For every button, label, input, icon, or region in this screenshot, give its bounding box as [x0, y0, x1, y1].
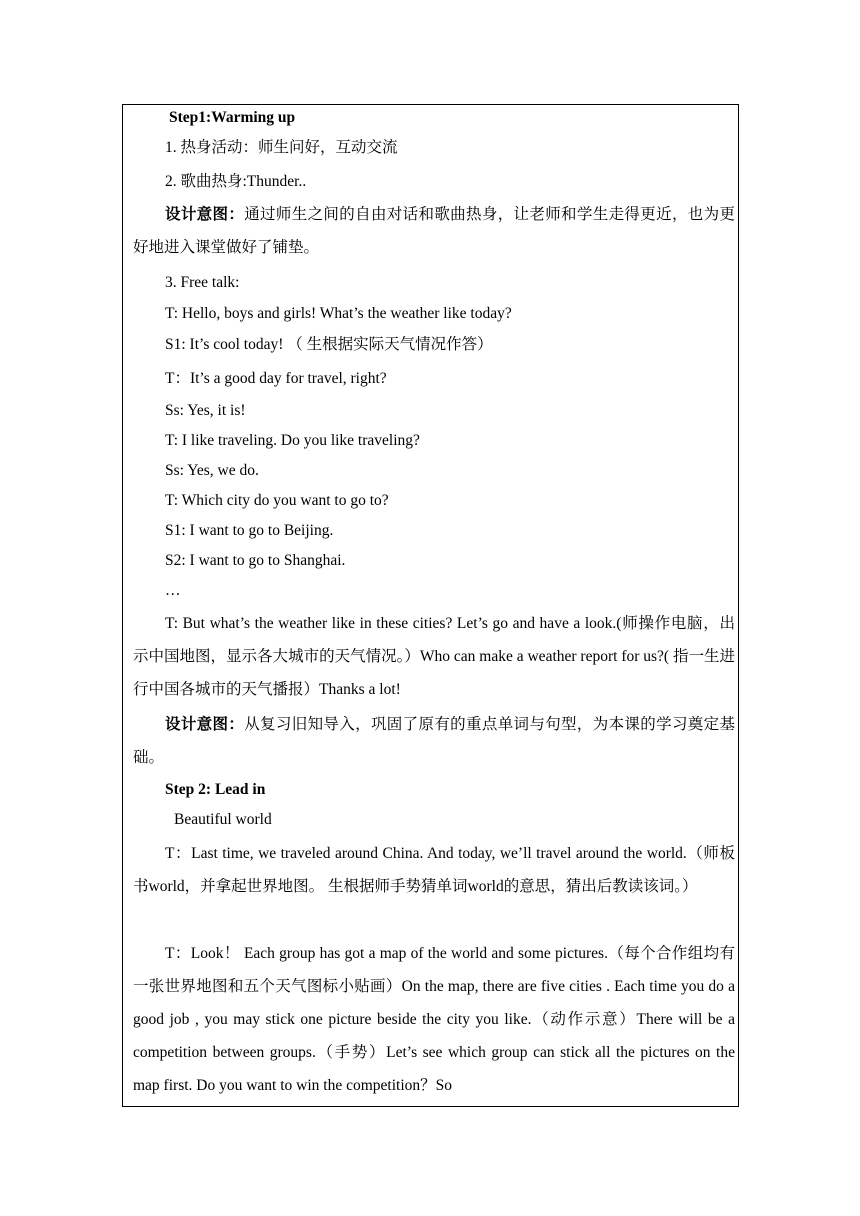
dialogue-line: T: Which city do you want to go to?: [165, 492, 389, 509]
design-intent-2-label: 设计意图：: [165, 716, 245, 733]
lead-in-subheading: Beautiful world: [174, 811, 272, 828]
dialogue-line: T：It’s a good day for travel, right?: [165, 370, 387, 387]
warmup-item-3: 3. Free talk:: [165, 274, 240, 291]
step2-heading: Step 2: Lead in: [165, 781, 266, 798]
design-intent-1: [133, 198, 735, 264]
lesson-table-cell: [122, 104, 739, 1107]
design-intent-2-text: 从复习旧知导入，巩固了原有的重点单词与句型，为本课的学习奠定基础。: [133, 716, 735, 766]
design-intent-2: [133, 708, 735, 774]
dialogue-line: Ss: Yes, it is!: [165, 402, 246, 419]
dialogue-line: S2: I want to go to Shanghai.: [165, 552, 346, 569]
design-intent-1-text: 通过师生之间的自由对话和歌曲热身，让老师和学生走得更近，也为更好地进入课堂做好了铺垫。: [133, 206, 735, 256]
dialogue-line: …: [165, 582, 181, 599]
warmup-item-1: 1. 热身活动：师生问好，互动交流: [165, 139, 398, 156]
lead-in-paragraph-1: T：Last time, we traveled around China. And today, we’ll travel around the world.（师板书world，并拿起世界地图。 生根据师手势猜单词world的意思，猜出后教读该词。）: [133, 845, 735, 895]
warmup-item-2: 2. 歌曲热身:Thunder..: [165, 173, 307, 190]
step1-heading: Step1:Warming up: [169, 109, 296, 126]
dialogue-line: T: I like traveling. Do you like traveling?: [165, 432, 420, 449]
dialogue-line: S1: It’s cool today! （ 生根据实际天气情况作答）: [165, 336, 493, 353]
dialogue-line: T: Hello, boys and girls! What’s the weather like today?: [165, 305, 512, 322]
weather-report-paragraph: T: But what’s the weather like in these cities? Let’s go and have a look.(师操作电脑，出示中国地图，显示各大城市的天气情况。）Who can make a weather report for us?( 指一生进行中国各城市的天气播报）Thanks a lot!: [133, 615, 735, 698]
lead-in-paragraph-2: T：Look！ Each group has got a map of the world and some pictures.（每个合作组均有一张世界地图和五个天气图标小贴画）On the map, there are five cities . Each time you do a good job , you may stick one picture beside the city you like.（动作示意）There will be a competition between groups.（手势）Let’s see which group can stick all the pictures on the map first. Do you want to win the competition？So: [133, 945, 735, 1094]
design-intent-1-label: 设计意图：: [165, 206, 245, 223]
dialogue-line: S1: I want to go to Beijing.: [165, 522, 334, 539]
dialogue-line: Ss: Yes, we do.: [165, 462, 259, 479]
